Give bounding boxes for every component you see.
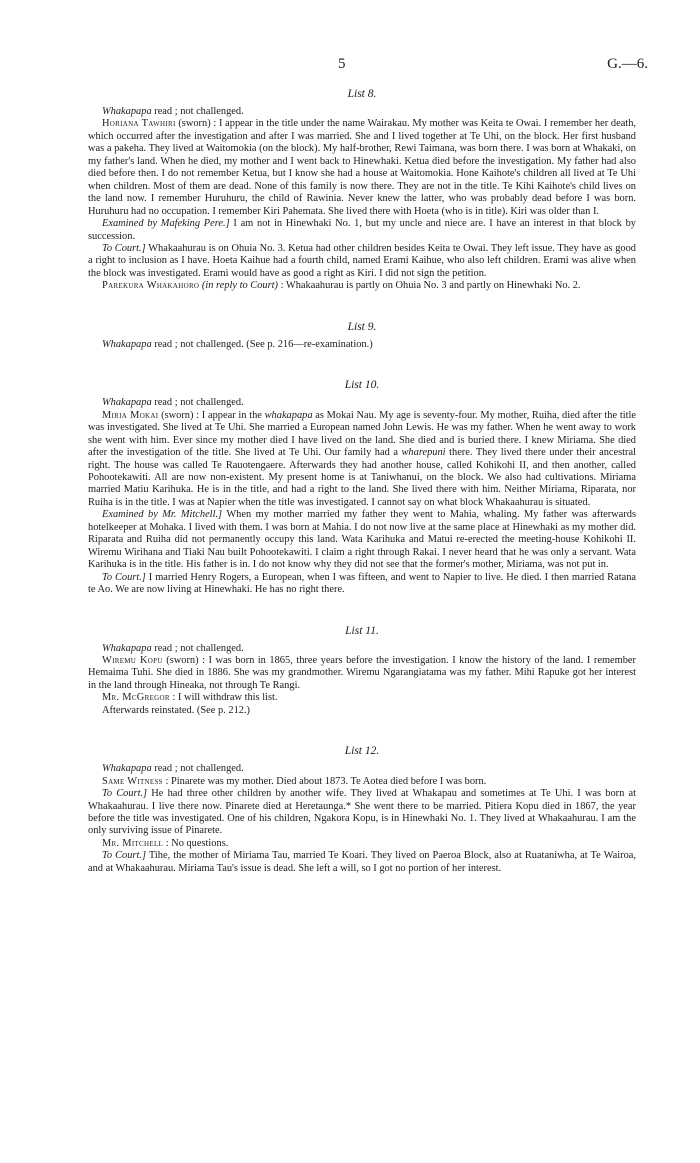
italic-text: To Court.] bbox=[102, 850, 146, 862]
text-run: : Pinarete was my mother. Died about 1873. Te Aotea died before I was born. bbox=[162, 775, 487, 787]
section-gap bbox=[88, 597, 636, 619]
text-run: Tihe, the mother of Miriama Tau, married Te Koari. They lived on Paeroa Block, also at Ruataniwha, at Te Wairoa, and at Whakaahurau. Miriama Tau's issue is dead. She left a will, so I got no portion of her interest. bbox=[88, 850, 636, 874]
list-title: List 11. bbox=[345, 624, 379, 637]
text-run: read ; not challenged. bbox=[151, 106, 244, 117]
italic-text: Whakapapa bbox=[102, 397, 152, 409]
page-header bbox=[88, 56, 648, 82]
document-reference: G.—6. bbox=[607, 56, 648, 72]
text-run: Afterwards reinstated. (See p. 212.) bbox=[102, 704, 251, 716]
paragraph bbox=[88, 643, 636, 655]
text-run: (sworn) : I appear in the title under the name Wairakau. My mother was Keita te Owai. I remember her death, which occurred after the investigation and after I was married. She and I lived together at Te Uhi, on the block. Her first husband was a pakeha. They lived at Waitomokia (on the block). My half-brother, Rewi Taimana, was born there. I was born at Whakaki, on my father's land. When he died, my mother and I went back to Hinewhaki. Ketua died before the investigation. My father had also died before then. I do not remember Ketua, but I know she had a house at Waitomokia. Hone Kaihote's children all lived at Te Uhi when children. Most of them are dead. None of this family is now there. They are not in the title. Te Kihi Kaihote's child lives on the land now. I remember Huruhuru, the child of Rawinia. Never knew the latter, who was probably dead before I was born. Huruhuru had no occupation. I remember Kiri Pahemata. She lived there with Hoeta (who is in title). Kiri was older than I. bbox=[88, 118, 636, 217]
list-section bbox=[88, 625, 636, 718]
list-section bbox=[88, 88, 636, 293]
text-run: read ; not challenged. bbox=[151, 763, 244, 775]
section-gap bbox=[88, 293, 636, 315]
paragraph bbox=[88, 118, 636, 218]
paragraph bbox=[88, 339, 636, 351]
italic-text: Whakapapa bbox=[102, 338, 152, 350]
italic-text: whakapapa bbox=[264, 409, 313, 421]
document-page bbox=[88, 56, 648, 875]
paragraph bbox=[88, 655, 636, 692]
list-section bbox=[88, 745, 636, 875]
speaker-name: Miria Mokai bbox=[102, 409, 159, 421]
list-title: List 9. bbox=[347, 320, 377, 333]
list-section bbox=[88, 379, 636, 596]
text-run: (sworn) : I appear in the bbox=[158, 409, 265, 421]
paragraph bbox=[88, 397, 636, 409]
paragraph bbox=[88, 788, 636, 838]
italic-text: To Court.] bbox=[102, 788, 148, 800]
text-run: : No questions. bbox=[163, 837, 229, 849]
text-run: (sworn) : I was born in 1865, three years before the investigation. I know the history of the land. I remember Hemaima Tuhi. She died in 1886. She was my grandmother. Wiremu Ngarangiatama was my father. Mihi Rapuke got her interest in the land through Hineaka, not through Te Rangi. bbox=[88, 654, 636, 691]
italic-text: (in reply to Court) bbox=[201, 280, 278, 292]
speaker-name: Parekura Whakahoro bbox=[102, 280, 200, 292]
paragraph bbox=[88, 509, 636, 571]
italic-text: Whakapapa bbox=[102, 106, 152, 117]
paragraph bbox=[88, 705, 636, 717]
list-title: List 8. bbox=[347, 88, 377, 100]
italic-text: Whakapapa bbox=[102, 642, 152, 654]
list-title: List 12. bbox=[344, 745, 380, 758]
document-body bbox=[88, 88, 636, 875]
section-gap bbox=[88, 351, 636, 373]
page-number: 5 bbox=[338, 56, 346, 72]
list-title: List 10. bbox=[344, 379, 380, 392]
text-run: read ; not challenged. bbox=[151, 642, 244, 654]
speaker-name: Wiremu Kopu bbox=[102, 654, 163, 666]
speaker-name: Same Witness bbox=[102, 775, 163, 787]
paragraph bbox=[88, 850, 636, 875]
paragraph bbox=[88, 776, 636, 788]
paragraph bbox=[88, 410, 636, 510]
paragraph bbox=[88, 838, 636, 850]
text-run: I am not in Hinewhaki No. 1, but my uncle and niece are. I have an interest in that block by succession. bbox=[88, 218, 636, 242]
paragraph bbox=[88, 218, 636, 243]
text-run: : I will withdraw this list. bbox=[169, 692, 278, 704]
text-run: When my mother married my father they went to Mahia, whaling. My father was afterwards hotelkeeper at Mohaka. I lived with them. I was born at Mahia. I do not now live at the same place at Hinewhaki as my mother did. Riparata and Ruiha did not permanently occupy this land. Wata Karihuka and Matui re-erected the meeting-house Kohikohi II. Wiremu Wirihana and Tiaki Nau built Pohootekawiti. I claim a right through Rakai. I never heard that he was only a servant. Wata Karihuka is in the title. His father is in. I do not know why they did not see that the former's mother, Miriama, was not put in. bbox=[88, 509, 636, 571]
paragraph bbox=[88, 763, 636, 775]
text-run: there. They lived there under their ancestral right. The house was called Te Rauotengaere. Afterwards they had another house, called Kohikohi II, and then another, called Pohootekawiti. All are now non-existent. My present home is at Taniwhanui, on the block. We also had cultivations. Miriama married Matiu Karihuka. He is in the title, and had a right to the land. She lived there with him. Neither Miriama, Riparata, nor Ruiha is in the title. I was at Napier when the title was investigated. I cannot say on what block Whakaahurau is situated. bbox=[88, 447, 636, 508]
paragraph bbox=[88, 106, 636, 118]
text-run: read ; not challenged. bbox=[151, 397, 244, 409]
paragraph bbox=[88, 280, 636, 292]
paragraph bbox=[88, 692, 636, 704]
text-run: He had three other children by another wife. They lived at Whakapau and sometimes at Te Uhi. I was born at Whakaahurau. I live there now. Pinarete died at Heretaunga.* She went there to be married. Pitiera Kopu died in 1867, the year before the title was investigated. One of his children, Ngakora Kopu, is in Hinewhaki No. 1. They lived at Whakaahurau. I am the only surviving issue of Pinarete. bbox=[88, 788, 636, 837]
section-gap bbox=[88, 717, 636, 739]
italic-text: Whakapapa bbox=[102, 763, 152, 775]
speaker-name: Mr. McGregor bbox=[102, 692, 170, 704]
italic-text: wharepuni bbox=[401, 447, 446, 459]
italic-text: To Court.] bbox=[102, 242, 146, 254]
speaker-name: Mr. Mitchell bbox=[102, 837, 164, 849]
italic-text: To Court.] bbox=[102, 571, 146, 583]
text-run: read ; not challenged. (See p. 216—re-examination.) bbox=[151, 338, 373, 350]
text-run: as Mokai Nau. My age is seventy-four. My mother, Ruiha, died after the title was investigated. She lived at Te Uhi. She married a European named John Lewis. He was my father. When he went away to work she went with him. Ever since my mother died I have lived on the land. She died and is buried there. I knew Miriama. She died after the investigation of the title. She lived at Te Uhi. Our family had a bbox=[88, 409, 636, 459]
paragraph bbox=[88, 243, 636, 280]
text-run: : Whakaahurau is partly on Ohuia No. 3 and partly on Hinewhaki No. 2. bbox=[278, 280, 581, 292]
text-run: Whakaahurau is on Ohuia No. 3. Ketua had other children besides Keita te Owai. They left issue. They have as good a right to inclusion as I have. Hoeta Kaihue had a fourth child, named Erami Kaihue, who also left children. Erami was alive when the block was investigated. Erami would have as good a right as Kiri. I did not sign the petition. bbox=[88, 242, 636, 279]
speaker-name: Horiana Tawhiri bbox=[102, 118, 176, 130]
italic-text: Examined by Mafeking Pere.] bbox=[102, 218, 230, 230]
text-run: I married Henry Rogers, a European, when I was fifteen, and went to Napier to live. He died. I then married Ratana te Ao. We are now living at Hinewhaki. He has no right there. bbox=[88, 571, 636, 596]
italic-text: Examined by Mr. Mitchell.] bbox=[102, 509, 223, 521]
list-section bbox=[88, 321, 636, 351]
paragraph bbox=[88, 572, 636, 597]
